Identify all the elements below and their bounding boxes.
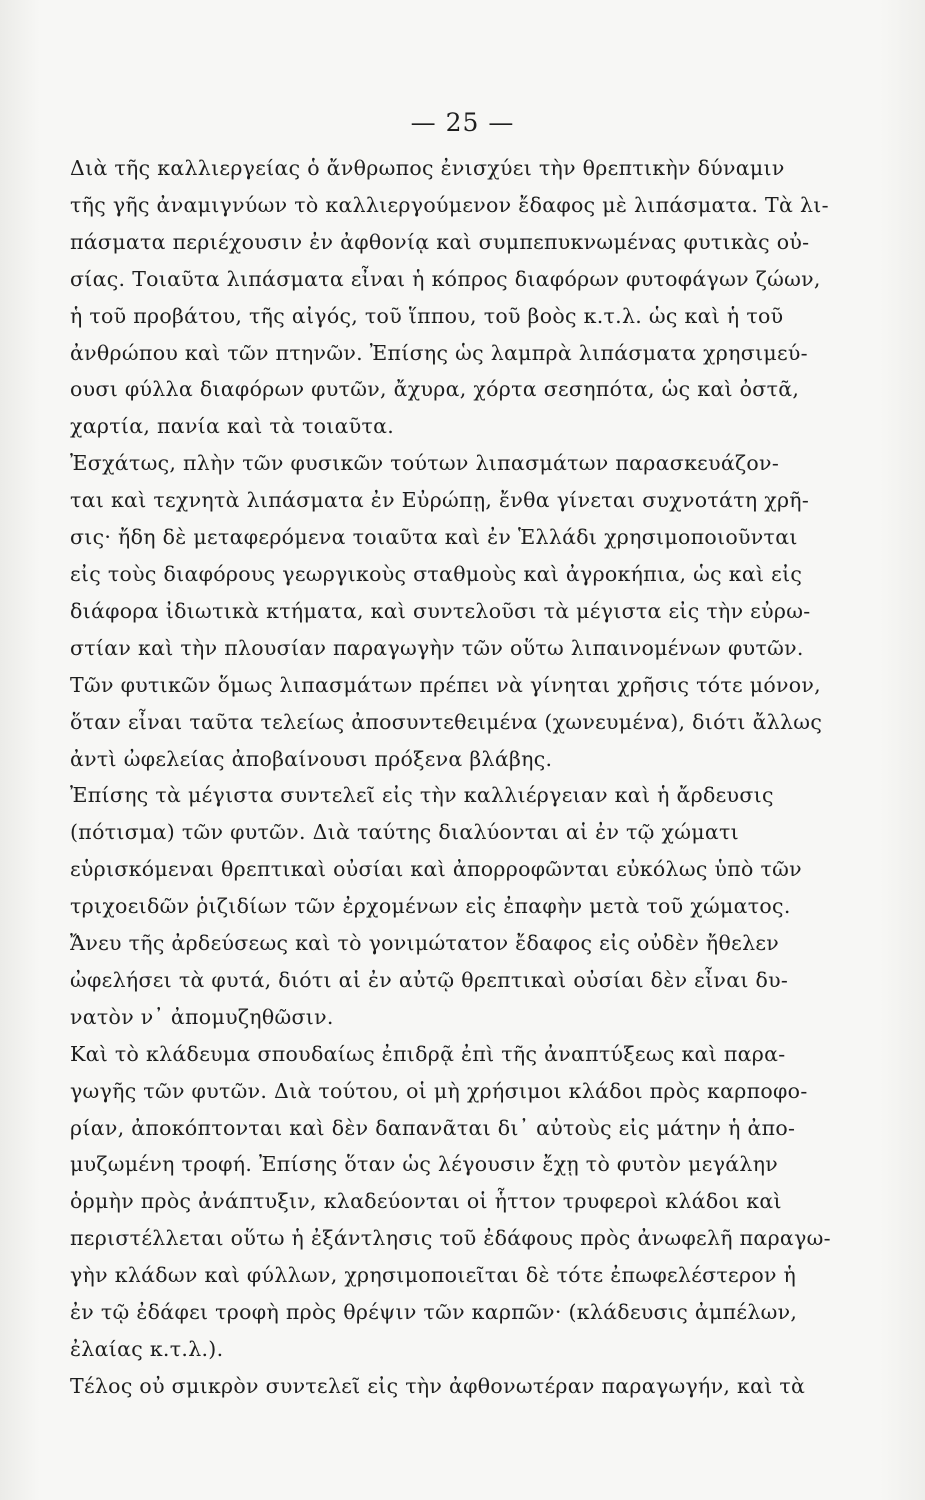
text-line: ἀνθρώπου καὶ τῶν πτηνῶν. Ἐπίσης ὡς λαμπρὰ λιπάσματα χρησιμεύ- [70, 340, 808, 365]
text-line: μυζωμένη τροφή. Ἐπίσης ὅταν ὡς λέγουσιν ἔχῃ τὸ φυτὸν μεγάλην [70, 1152, 779, 1177]
text-line: γωγῆς τῶν φυτῶν. Διὰ τούτου, οἱ μὴ χρήσιμοι κλάδοι πρὸς καρποφο- [70, 1078, 808, 1103]
text-line: διάφορα ἰδιωτικὰ κτήματα, καὶ συντελοῦσι τὰ μέγιστα εἰς τὴν εὐρω- [70, 598, 811, 623]
text-line: Τέλος οὐ σμικρὸν συντελεῖ εἰς τὴν ἀφθονωτέραν παραγωγήν, καὶ τὰ [70, 1373, 806, 1398]
text-line: ὁρμὴν πρὸς ἀνάπτυξιν, κλαδεύονται οἱ ἧττον τρυφεροὶ κλάδοι καὶ [70, 1189, 782, 1214]
paragraph-fertilizers [38, 150, 829, 445]
text-line: ἐλαίας κ.τ.λ.). [70, 1337, 224, 1361]
text-line: περιστέλλεται οὕτω ἡ ἐξάντλησις τοῦ ἐδάφους πρὸς ἀνωφελῆ παραγω- [70, 1226, 831, 1251]
text-line: Καὶ τὸ κλάδευμα σπουδαίως ἐπιδρᾷ ἐπὶ τῆς ἀναπτύξεως καὶ παρα- [70, 1041, 786, 1066]
text-line: ουσι φύλλα διαφόρων φυτῶν, ἄχυρα, χόρτα σεσηπότα, ὡς καὶ ὀστᾶ, [70, 377, 800, 402]
body-text [38, 150, 831, 1405]
page-number: — 25 — [410, 108, 515, 137]
text-line: σίας. Τοιαῦτα λιπάσματα εἶναι ἡ κόπρος διαφόρων φυτοφάγων ζώων, [70, 266, 821, 291]
text-line: Διὰ τῆς καλλιεργείας ὁ ἄνθρωπος ἐνισχύει τὴν θρεπτικὴν δύναμιν [70, 156, 785, 180]
text-line: ὅταν εἶναι ταῦτα τελείως ἀποσυντεθειμένα (χωνευμένα), διότι ἄλλως [70, 709, 823, 734]
text-line: ἀντὶ ὠφελείας ἀποβαίνουσι πρόξενα βλάβης. [70, 746, 553, 771]
text-line: ται καὶ τεχνητὰ λιπάσματα ἐν Εὐρώπῃ, ἔνθα γίνεται συχνοτάτη χρῆ- [70, 488, 810, 513]
text-line: (πότισμα) τῶν φυτῶν. Διὰ ταύτης διαλύονται αἱ ἐν τῷ χώματι [70, 820, 739, 845]
text-line: χαρτία, πανία καὶ τὰ τοιαῦτα. [70, 414, 395, 439]
text-line: τῆς γῆς ἀναμιγνύων τὸ καλλιεργούμενον ἔδαφος μὲ λιπάσματα. Τὰ λι- [70, 192, 829, 217]
text-line: Τῶν φυτικῶν ὅμως λιπασμάτων πρέπει νὰ γίνηται χρῆσις τότε μόνον, [70, 672, 821, 697]
paragraph-pruning [38, 1036, 831, 1368]
text-line: Ἄνευ τῆς ἀρδεύσεως καὶ τὸ γονιμώτατον ἔδαφος εἰς οὐδὲν ἤθελεν [70, 931, 780, 956]
text-line: Ἐπίσης τὰ μέγιστα συντελεῖ εἰς τὴν καλλιέργειαν καὶ ἡ ἄρδευσις [70, 783, 774, 808]
text-line: τριχοειδῶν ῥιζιδίων τῶν ἐρχομένων εἰς ἐπαφὴν μετὰ τοῦ χώματος. [70, 894, 791, 919]
text-line: γὴν κλάδων καὶ φύλλων, χρησιμοποιεῖται δὲ τότε ἐπωφελέστερον ἡ [70, 1263, 797, 1288]
paragraph-finally [38, 1368, 808, 1405]
paragraph-artificial-fertilizers [38, 445, 811, 666]
text-line: ἡ τοῦ προβάτου, τῆς αἰγός, τοῦ ἵππου, τοῦ βοὸς κ.τ.λ. ὡς καὶ ἡ τοῦ [70, 303, 784, 328]
paragraph-plant-fertilizers [38, 667, 823, 778]
text-line: νατὸν ν᾿ ἀπομυζηθῶσιν. [70, 1004, 334, 1029]
text-line: Ἐσχάτως, πλὴν τῶν φυσικῶν τούτων λιπασμάτων παρασκευάζον- [70, 451, 780, 476]
paragraph-irrigation [38, 777, 808, 1035]
text-line: ὠφελήσει τὰ φυτά, διότι αἱ ἐν αὐτῷ θρεπτικαὶ οὐσίαι δὲν εἶναι δυ- [70, 967, 789, 992]
text-line: ρίαν, ἀποκόπτονται καὶ δὲν δαπανᾶται δι᾿ αὐτοὺς εἰς μάτην ἡ ἀπο- [70, 1115, 796, 1140]
text-line: στίαν καὶ τὴν πλουσίαν παραγωγὴν τῶν οὕτω λιπαινομένων φυτῶν. [70, 635, 804, 660]
text-line: εὑρισκόμεναι θρεπτικαὶ οὐσίαι καὶ ἀπορροφῶνται εὐκόλως ὑπὸ τῶν [70, 857, 802, 882]
text-line: εἰς τοὺς διαφόρους γεωργικοὺς σταθμοὺς καὶ ἀγροκήπια, ὡς καὶ εἰς [70, 561, 803, 586]
text-line: ἐν τῷ ἐδάφει τροφὴ πρὸς θρέψιν τῶν καρπῶν· (κλάδευσις ἀμπέλων, [70, 1300, 798, 1325]
text-line: σις· ἤδη δὲ μεταφερόμενα τοιαῦτα καὶ ἐν Ἑλλάδι χρησιμοποιοῦνται [70, 525, 798, 550]
text-line: πάσματα περιέχουσιν ἐν ἀφθονίᾳ καὶ συμπεπυκνωμένας φυτικὰς οὐ- [70, 229, 810, 254]
